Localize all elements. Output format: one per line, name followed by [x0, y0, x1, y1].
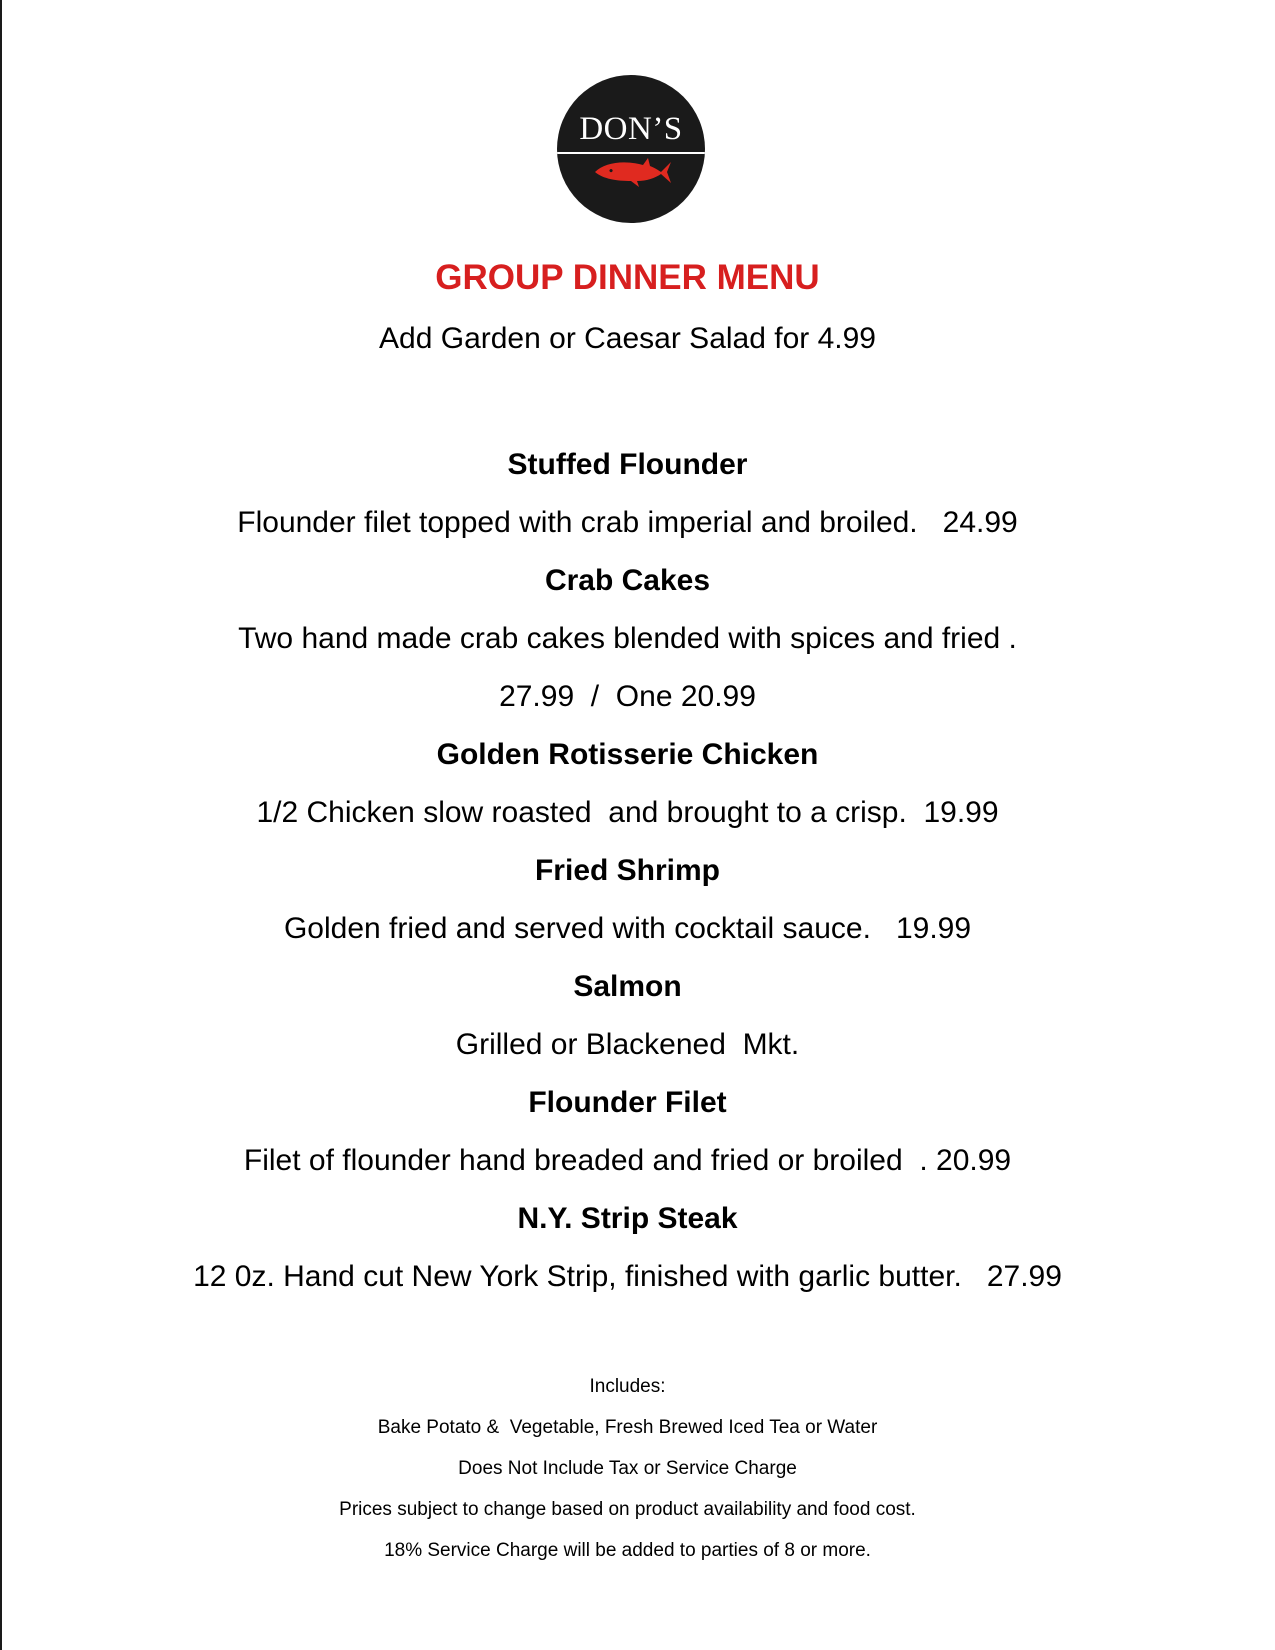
page-title: GROUP DINNER MENU	[435, 258, 820, 297]
price-disclaimer: Prices subject to change based on product availability and food cost.	[339, 1499, 916, 1520]
menu-item-description: Two hand made crab cakes blended with spices and fried .	[238, 622, 1017, 655]
logo-text: DON’S	[579, 111, 683, 147]
logo-divider	[557, 152, 705, 154]
menu-item-name: Flounder Filet	[528, 1086, 727, 1119]
menu-list	[0, 436, 1255, 1306]
menu-item-description: 1/2 Chicken slow roasted and brought to a crisp. 19.99	[256, 796, 999, 829]
menu-item-name: N.Y. Strip Steak	[517, 1202, 738, 1235]
tax-note: Does Not Include Tax or Service Charge	[458, 1458, 797, 1479]
menu-item-description: Filet of flounder hand breaded and fried or broiled . 20.99	[243, 1144, 1012, 1177]
menu-item	[0, 958, 1255, 1074]
menu-item-description: Golden fried and served with cocktail sauce. 19.99	[283, 912, 972, 945]
page-subtitle: Add Garden or Caesar Salad for 4.99	[379, 322, 876, 355]
includes-heading: Includes:	[589, 1376, 666, 1397]
menu-item-name: Crab Cakes	[544, 564, 711, 597]
menu-item	[0, 1190, 1255, 1306]
fish-icon	[591, 155, 673, 189]
menu-item	[0, 436, 1255, 552]
includes-note: Bake Potato & Vegetable, Fresh Brewed Iced Tea or Water	[377, 1417, 878, 1438]
menu-item-description: Grilled or Blackened Mkt.	[455, 1028, 800, 1061]
menu-item	[0, 552, 1255, 726]
dons-logo	[557, 75, 705, 223]
footer-notes	[0, 1366, 1255, 1571]
menu-item	[0, 1074, 1255, 1190]
menu-item-name: Stuffed Flounder	[507, 448, 748, 481]
menu-item-name: Salmon	[573, 970, 682, 1003]
menu-item	[0, 842, 1255, 958]
service-charge-note: 18% Service Charge will be added to parties of 8 or more.	[384, 1540, 871, 1561]
menu-item-description: 12 0z. Hand cut New York Strip, finished with garlic butter. 27.99	[193, 1260, 1062, 1293]
menu-item	[0, 726, 1255, 842]
menu-item-price: 27.99 / One 20.99	[499, 680, 756, 713]
menu-item-name: Fried Shrimp	[534, 854, 721, 887]
menu-item-description: Flounder filet topped with crab imperial and broiled. 24.99	[237, 506, 1018, 539]
menu-item-name: Golden Rotisserie Chicken	[436, 738, 819, 771]
